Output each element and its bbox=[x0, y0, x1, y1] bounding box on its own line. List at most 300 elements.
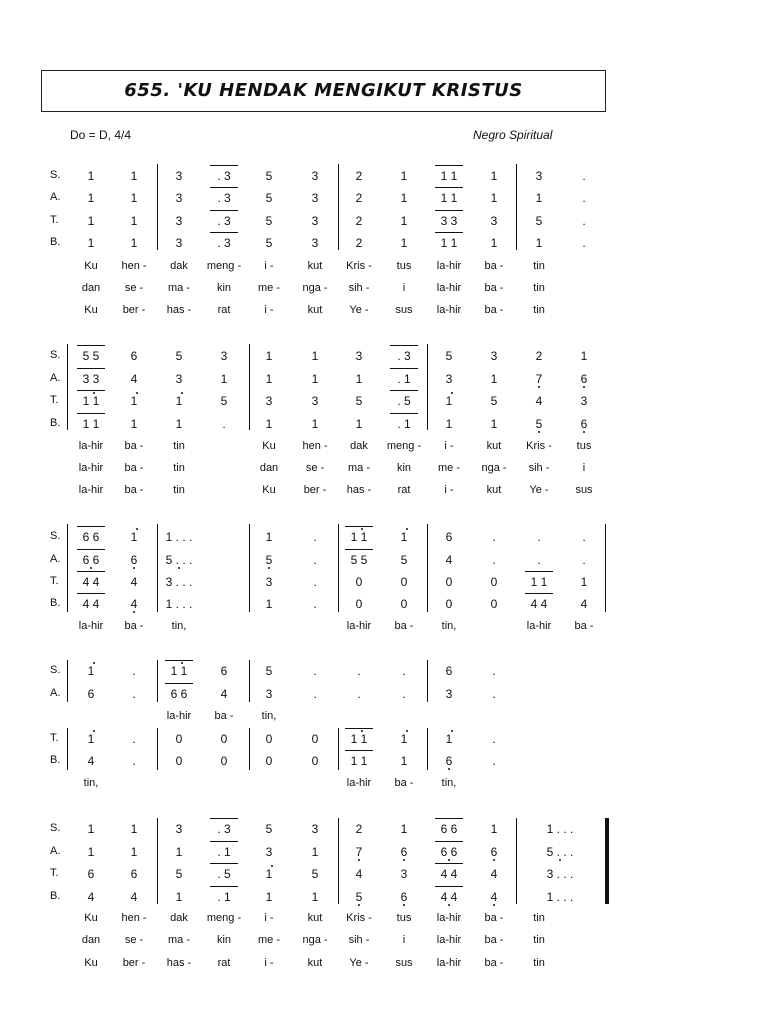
note: 1 1 bbox=[440, 169, 458, 183]
octave-dot-below bbox=[133, 611, 135, 613]
lyric-syllable: tin bbox=[533, 304, 545, 316]
note: 0 bbox=[175, 732, 183, 746]
octave-dot-below bbox=[268, 567, 270, 569]
lyric-syllable: dan bbox=[259, 462, 279, 474]
lyric-syllable: i bbox=[582, 462, 586, 474]
lyric-syllable: hen - bbox=[302, 440, 328, 452]
lyric-syllable: la-hir bbox=[526, 620, 552, 632]
note: 4 4 bbox=[82, 597, 100, 611]
lyric-syllable: Ku bbox=[262, 484, 276, 496]
lyric-syllable: ber - bbox=[122, 304, 146, 316]
note: 5 bbox=[265, 664, 273, 678]
note: 1 bbox=[265, 372, 273, 386]
note: 5 bbox=[265, 822, 273, 836]
note: 5 bbox=[265, 236, 273, 250]
note: 1 bbox=[400, 530, 408, 544]
note: . bbox=[313, 597, 317, 611]
note: 5 bbox=[220, 394, 228, 408]
note: 1 bbox=[311, 845, 319, 859]
lyric-syllable: kut bbox=[486, 484, 502, 496]
note: . bbox=[313, 530, 317, 544]
note: 1 bbox=[175, 890, 183, 904]
lyric-syllable: ba - bbox=[484, 912, 504, 924]
note: 6 bbox=[87, 687, 95, 701]
lyric-syllable: tin bbox=[533, 282, 545, 294]
beam-line bbox=[77, 345, 105, 346]
note: 4 bbox=[535, 394, 543, 408]
part-label: T. bbox=[50, 214, 59, 226]
note: 2 bbox=[355, 214, 363, 228]
lyric-syllable: ba - bbox=[124, 620, 144, 632]
note: 4 bbox=[130, 372, 138, 386]
note: 3 bbox=[445, 372, 453, 386]
lyric-syllable: Ye - bbox=[529, 484, 549, 496]
part-label: T. bbox=[50, 575, 59, 587]
note: 5 bbox=[265, 553, 273, 567]
note: 1 bbox=[130, 214, 138, 228]
note: . 1 bbox=[397, 372, 411, 386]
note: 3 bbox=[445, 687, 453, 701]
octave-dot-above bbox=[181, 392, 183, 394]
lyric-syllable: tin bbox=[173, 462, 185, 474]
octave-dot-above bbox=[136, 528, 138, 530]
note: 1 bbox=[130, 191, 138, 205]
note: 3 bbox=[400, 867, 408, 881]
lyric-syllable: Ye - bbox=[349, 304, 369, 316]
lyric-syllable: la-hir bbox=[436, 260, 462, 272]
lyric-syllable: tus bbox=[396, 260, 412, 272]
note: . 3 bbox=[217, 191, 231, 205]
barline bbox=[157, 660, 158, 702]
note: 1 bbox=[445, 417, 453, 431]
note: 5 bbox=[535, 214, 543, 228]
note: . 5 bbox=[217, 867, 231, 881]
beam-line bbox=[345, 549, 373, 550]
note: 0 bbox=[490, 575, 498, 589]
lyric-syllable: rat bbox=[217, 304, 231, 316]
beam-line bbox=[435, 863, 463, 864]
note: 1 bbox=[490, 169, 498, 183]
lyric-syllable: la-hir bbox=[346, 777, 372, 789]
note: 3 bbox=[490, 214, 498, 228]
note: 2 bbox=[355, 191, 363, 205]
barline bbox=[67, 660, 68, 702]
octave-dot-above bbox=[181, 662, 183, 664]
note: 5 bbox=[265, 169, 273, 183]
note: 5 bbox=[355, 394, 363, 408]
note: 4 4 bbox=[440, 890, 458, 904]
beam-line bbox=[165, 683, 193, 684]
barline bbox=[157, 164, 158, 250]
note: . bbox=[492, 687, 496, 701]
octave-dot-above bbox=[361, 730, 363, 732]
lyric-syllable: ba - bbox=[394, 777, 414, 789]
lyric-syllable: hen - bbox=[121, 260, 147, 272]
note: 1 bbox=[400, 236, 408, 250]
lyric-syllable: la-hir bbox=[166, 710, 192, 722]
note: 0 bbox=[490, 597, 498, 611]
beam-line bbox=[210, 818, 238, 819]
lyric-syllable: la-hir bbox=[436, 957, 462, 969]
octave-dot-below bbox=[358, 904, 360, 906]
lyric-syllable: rat bbox=[217, 957, 231, 969]
note: 4 bbox=[87, 754, 95, 768]
beam-line bbox=[77, 571, 105, 572]
lyric-syllable: ber - bbox=[122, 957, 146, 969]
part-label: S. bbox=[50, 530, 61, 542]
note: 4 bbox=[490, 867, 498, 881]
note: . bbox=[313, 687, 317, 701]
octave-dot-above bbox=[451, 730, 453, 732]
note: 1 bbox=[355, 372, 363, 386]
barline bbox=[67, 524, 68, 612]
note: . bbox=[582, 169, 586, 183]
note: . bbox=[582, 214, 586, 228]
note: 3 bbox=[265, 845, 273, 859]
octave-dot-below bbox=[538, 386, 540, 388]
part-label: B. bbox=[50, 597, 61, 609]
note: 3 bbox=[311, 191, 319, 205]
lyric-syllable: i bbox=[402, 282, 406, 294]
barline bbox=[67, 344, 68, 430]
note: 5 bbox=[265, 191, 273, 205]
note: 6 bbox=[445, 754, 453, 768]
note: . 3 bbox=[217, 169, 231, 183]
part-label: T. bbox=[50, 394, 59, 406]
lyric-syllable: tin, bbox=[83, 777, 99, 789]
note: 5 bbox=[355, 890, 363, 904]
beam-line bbox=[210, 165, 238, 166]
note: 1 bbox=[130, 394, 138, 408]
note: 1 bbox=[490, 417, 498, 431]
lyric-syllable: sih - bbox=[528, 462, 550, 474]
note: 5 bbox=[175, 349, 183, 363]
note: 1 bbox=[311, 349, 319, 363]
lyric-syllable: i bbox=[402, 934, 406, 946]
barline bbox=[338, 728, 339, 770]
lyric-syllable: la-hir bbox=[346, 620, 372, 632]
note: 3 bbox=[175, 214, 183, 228]
note: . bbox=[492, 732, 496, 746]
note: 2 bbox=[535, 349, 543, 363]
part-label: S. bbox=[50, 169, 61, 181]
note: 3 bbox=[311, 822, 319, 836]
barline bbox=[427, 660, 428, 702]
lyric-syllable: Kris - bbox=[526, 440, 552, 452]
octave-dot-below bbox=[90, 567, 92, 569]
barline bbox=[516, 818, 517, 904]
note: 3 bbox=[175, 191, 183, 205]
lyric-syllable: ba - bbox=[484, 934, 504, 946]
final-barline bbox=[606, 818, 609, 904]
part-label: B. bbox=[50, 890, 61, 902]
note: 1 bbox=[535, 191, 543, 205]
note: 1 1 bbox=[350, 732, 368, 746]
song-title: 655. 'KU HENDAK MENGIKUT KRISTUS bbox=[124, 80, 523, 101]
note: . bbox=[402, 664, 406, 678]
note: 2 bbox=[355, 822, 363, 836]
octave-dot-above bbox=[451, 392, 453, 394]
lyric-syllable: ba - bbox=[214, 710, 234, 722]
lyric-syllable: ma - bbox=[168, 934, 190, 946]
lyric-syllable: Ku bbox=[84, 957, 98, 969]
note: 6 bbox=[220, 664, 228, 678]
note: 6 bbox=[445, 664, 453, 678]
lyric-syllable: ba - bbox=[484, 260, 504, 272]
note: 6 bbox=[400, 890, 408, 904]
octave-dot-below bbox=[538, 431, 540, 433]
note: . bbox=[492, 754, 496, 768]
note: 3 bbox=[580, 394, 588, 408]
note: 6 bbox=[580, 372, 588, 386]
beam-line bbox=[210, 210, 238, 211]
note: 1 bbox=[175, 845, 183, 859]
note: . 3 bbox=[217, 236, 231, 250]
beam-line bbox=[390, 345, 418, 346]
note: 5 bbox=[311, 867, 319, 881]
part-label: A. bbox=[50, 553, 61, 565]
octave-dot-below bbox=[403, 859, 405, 861]
lyric-syllable: ba - bbox=[484, 957, 504, 969]
lyric-syllable: i - bbox=[264, 957, 274, 969]
note: 1 bbox=[445, 394, 453, 408]
note: 1 bbox=[535, 236, 543, 250]
note: 1 bbox=[87, 822, 95, 836]
beam-line bbox=[435, 187, 463, 188]
lyric-syllable: ba - bbox=[484, 304, 504, 316]
barline bbox=[157, 728, 158, 770]
lyric-syllable: i - bbox=[444, 440, 454, 452]
beam-line bbox=[210, 886, 238, 887]
note: 1 bbox=[311, 372, 319, 386]
lyric-syllable: me - bbox=[258, 282, 280, 294]
note: 4 bbox=[355, 867, 363, 881]
note: 6 bbox=[130, 867, 138, 881]
lyric-syllable: tin bbox=[533, 957, 545, 969]
octave-dot-above bbox=[136, 392, 138, 394]
lyric-syllable: meng - bbox=[206, 912, 242, 924]
note: 1 . . . bbox=[165, 597, 193, 611]
note: 7 bbox=[355, 845, 363, 859]
beam-line bbox=[77, 549, 105, 550]
note: 1 bbox=[445, 732, 453, 746]
lyric-syllable: ber - bbox=[303, 484, 327, 496]
note: 3 bbox=[175, 236, 183, 250]
note: 0 bbox=[400, 575, 408, 589]
note: 6 bbox=[445, 530, 453, 544]
note: . bbox=[582, 553, 586, 567]
lyric-syllable: ba - bbox=[484, 282, 504, 294]
note: . bbox=[222, 417, 226, 431]
note: 0 bbox=[220, 732, 228, 746]
beam-line bbox=[435, 165, 463, 166]
part-label: T. bbox=[50, 867, 59, 879]
part-label: B. bbox=[50, 236, 61, 248]
note: 3 bbox=[311, 169, 319, 183]
note: 1 . . . bbox=[546, 890, 574, 904]
note: 1 bbox=[400, 214, 408, 228]
note: 6 bbox=[130, 349, 138, 363]
barline bbox=[157, 818, 158, 904]
lyric-syllable: dak bbox=[170, 912, 188, 924]
note: 0 bbox=[311, 732, 319, 746]
lyric-syllable: nga - bbox=[302, 934, 328, 946]
lyric-syllable: dak bbox=[170, 260, 188, 272]
note: 1 bbox=[490, 822, 498, 836]
lyric-syllable: se - bbox=[124, 282, 144, 294]
lyric-syllable: meng - bbox=[206, 260, 242, 272]
barline bbox=[427, 344, 428, 430]
note: 2 bbox=[355, 236, 363, 250]
part-label: B. bbox=[50, 754, 61, 766]
lyric-syllable: Ye - bbox=[349, 957, 369, 969]
note: 4 4 bbox=[440, 867, 458, 881]
part-label: S. bbox=[50, 664, 61, 676]
note: . bbox=[582, 236, 586, 250]
lyric-syllable: kin bbox=[216, 282, 232, 294]
lyric-syllable: has - bbox=[166, 957, 192, 969]
lyric-syllable: kut bbox=[486, 440, 502, 452]
lyric-syllable: sih - bbox=[348, 282, 370, 294]
lyric-syllable: Ku bbox=[84, 912, 98, 924]
note: 1 bbox=[87, 664, 95, 678]
octave-dot-above bbox=[271, 865, 273, 867]
note: . bbox=[402, 687, 406, 701]
note: . bbox=[357, 664, 361, 678]
note: 1 1 bbox=[350, 754, 368, 768]
note: 1 bbox=[400, 732, 408, 746]
lyric-syllable: has - bbox=[166, 304, 192, 316]
lyric-syllable: tin bbox=[533, 260, 545, 272]
lyric-syllable: meng - bbox=[386, 440, 422, 452]
octave-dot-below bbox=[448, 768, 450, 770]
key-signature: Do = D, 4/4 bbox=[70, 128, 132, 142]
note: . 3 bbox=[397, 349, 411, 363]
lyric-syllable: tin bbox=[173, 440, 185, 452]
note: . bbox=[357, 687, 361, 701]
barline bbox=[249, 728, 250, 770]
barline bbox=[338, 818, 339, 904]
octave-dot-below bbox=[493, 859, 495, 861]
note: 1 bbox=[265, 417, 273, 431]
beam-line bbox=[390, 368, 418, 369]
note: . bbox=[132, 754, 136, 768]
lyric-syllable: Ku bbox=[262, 440, 276, 452]
note: . bbox=[132, 687, 136, 701]
beam-line bbox=[525, 593, 553, 594]
note: . bbox=[492, 553, 496, 567]
lyric-syllable: i - bbox=[444, 484, 454, 496]
note: 0 bbox=[445, 575, 453, 589]
note: . bbox=[132, 732, 136, 746]
octave-dot-below bbox=[448, 859, 450, 861]
beam-line bbox=[435, 210, 463, 211]
note: 3 bbox=[311, 236, 319, 250]
note: . bbox=[132, 664, 136, 678]
note: 6 6 bbox=[170, 687, 188, 701]
note: 1 . . . bbox=[546, 822, 574, 836]
note: 5 bbox=[535, 417, 543, 431]
octave-dot-above bbox=[406, 730, 408, 732]
note: 0 bbox=[355, 575, 363, 589]
note: 1 bbox=[87, 845, 95, 859]
lyric-syllable: dan bbox=[81, 934, 101, 946]
lyric-syllable: dan bbox=[81, 282, 101, 294]
note: 3 bbox=[535, 169, 543, 183]
note: 1 bbox=[175, 394, 183, 408]
beam-line bbox=[390, 390, 418, 391]
beam-line bbox=[525, 571, 553, 572]
note: 1 bbox=[490, 236, 498, 250]
note: 4 bbox=[130, 890, 138, 904]
note: 4 bbox=[580, 597, 588, 611]
note: 6 6 bbox=[82, 553, 100, 567]
beam-line bbox=[77, 526, 105, 527]
note: 3 3 bbox=[82, 372, 100, 386]
note: 1 bbox=[265, 530, 273, 544]
note: 3 bbox=[355, 349, 363, 363]
note: 6 6 bbox=[82, 530, 100, 544]
note: . bbox=[582, 191, 586, 205]
part-label: T. bbox=[50, 732, 59, 744]
lyric-syllable: la-hir bbox=[78, 620, 104, 632]
lyric-syllable: nga - bbox=[481, 462, 507, 474]
lyric-syllable: kut bbox=[307, 304, 323, 316]
note: 1 . . . bbox=[165, 530, 193, 544]
note: 1 bbox=[130, 530, 138, 544]
barline bbox=[249, 344, 250, 430]
lyric-syllable: rat bbox=[397, 484, 411, 496]
note: 2 bbox=[355, 169, 363, 183]
beam-line bbox=[210, 232, 238, 233]
lyric-syllable: kin bbox=[396, 462, 412, 474]
beam-line bbox=[390, 413, 418, 414]
lyric-syllable: la-hir bbox=[78, 462, 104, 474]
note: 3 bbox=[311, 214, 319, 228]
note: 1 bbox=[130, 417, 138, 431]
note: 1 1 bbox=[440, 236, 458, 250]
barline bbox=[338, 524, 339, 612]
octave-dot-below bbox=[403, 904, 405, 906]
lyric-syllable: ba - bbox=[124, 462, 144, 474]
beam-line bbox=[210, 863, 238, 864]
note: 4 bbox=[220, 687, 228, 701]
beam-line bbox=[210, 841, 238, 842]
octave-dot-above bbox=[406, 528, 408, 530]
note: 1 bbox=[490, 191, 498, 205]
note: 0 bbox=[445, 597, 453, 611]
note: 3 bbox=[265, 687, 273, 701]
note: . bbox=[313, 664, 317, 678]
beam-line bbox=[435, 818, 463, 819]
note: . bbox=[537, 530, 541, 544]
lyric-syllable: sus bbox=[395, 957, 413, 969]
lyric-syllable: dak bbox=[350, 440, 368, 452]
lyric-syllable: tin, bbox=[261, 710, 277, 722]
part-label: A. bbox=[50, 372, 61, 384]
note: 3 bbox=[175, 169, 183, 183]
note: 0 bbox=[265, 754, 273, 768]
lyric-syllable: kin bbox=[216, 934, 232, 946]
note: 4 bbox=[87, 890, 95, 904]
note: 3 bbox=[311, 394, 319, 408]
note: 1 bbox=[265, 890, 273, 904]
part-label: A. bbox=[50, 687, 61, 699]
lyric-syllable: hen - bbox=[121, 912, 147, 924]
note: 4 4 bbox=[82, 575, 100, 589]
note: 1 bbox=[87, 732, 95, 746]
note: 3 bbox=[490, 349, 498, 363]
